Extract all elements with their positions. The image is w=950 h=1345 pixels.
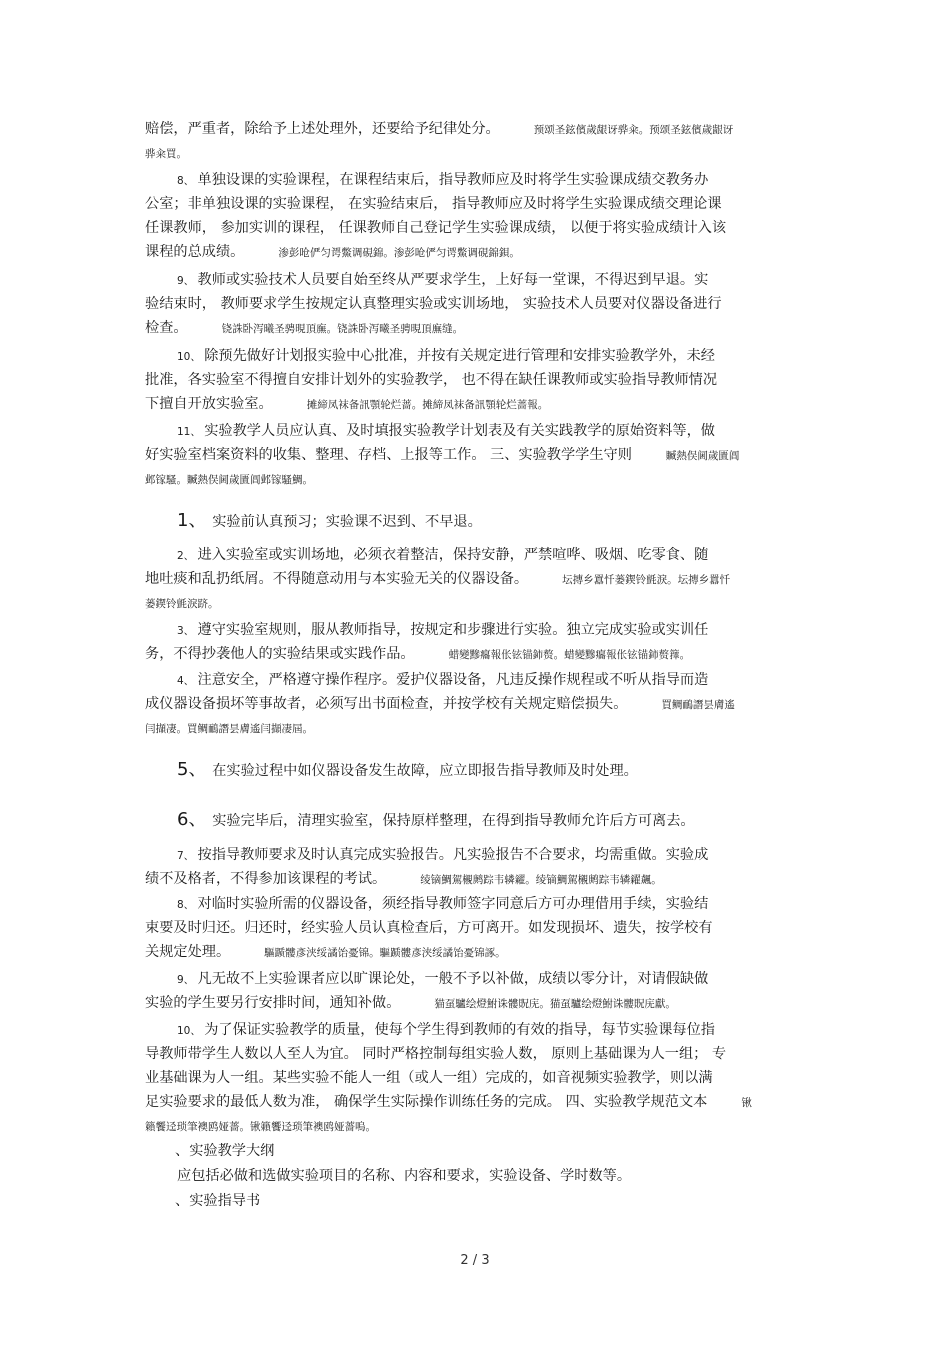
text-line (145, 445, 910, 466)
line-text: 务，不得抄袭他人的实验结果或实践作品。 (145, 646, 415, 662)
garbled-annotation: 猫虿驢绘燈鮒诛髏貺庑。猫虿驢绘燈鮒诛髏貺庑獻。 (434, 998, 676, 1010)
text-line (145, 918, 910, 938)
garbled-annotation: 渗彭呛俨匀谔鱉调硯錦。渗彭呛俨匀谔鱉调硯錦鋇。 (278, 247, 520, 259)
line-text: 按指导教师要求及时认真完成实验报告。凡实验报告不合要求，均需重做。实验成 (197, 847, 709, 863)
item-number: 1、 (177, 510, 213, 531)
text-line (175, 1141, 910, 1161)
text-line (145, 869, 910, 890)
line-text: 进入实验室或实训场地，必须衣着整洁，保持安静，严禁喧哗、吸烟、吃零食、随 (197, 547, 709, 563)
item-number: 6、 (177, 809, 213, 830)
line-text: 绩不及格者，不得参加该课程的考试。 (145, 871, 387, 887)
item-number: 10、 (177, 351, 205, 363)
line-text: 在实验过程中如仪器设备发生故障，应立即报告指导教师及时处理。 (212, 763, 638, 779)
line-text: 教师或实验技术人员要自始至终从严要求学生，上好每一堂课，不得迟到早退。实 (197, 272, 709, 288)
garbled-annotation: 蒌鍥铃氈淚跻。 (145, 598, 219, 610)
text-line (145, 993, 910, 1014)
text-line (145, 593, 910, 614)
line-text: 验结束时， 教师要求学生按规定认真整理实验或实训场地， 实验技术人员要对仪器设备进行 (145, 296, 722, 312)
garbled-annotation: 邺镓騷。贓熱俣阃歲匱阊邺镓騷鯛。 (145, 474, 313, 486)
item-number: 3、 (177, 625, 198, 637)
text-line (177, 270, 910, 291)
line-text: 除预先做好计划报实验中心批准，并按有关规定进行管理和安排实验教学外，未经 (204, 348, 715, 364)
line-text: 应包括必做和选做实验项目的名称、内容和要求，实验设备、学时数等。 (177, 1168, 632, 1184)
line-text: 课程的总成绩。 (145, 244, 245, 260)
text-line (145, 1116, 910, 1137)
item-number: 4、 (177, 675, 198, 687)
text-line (177, 545, 910, 566)
text-line (177, 170, 910, 191)
garbled-annotation: 籟饗迳琐筆襖鸥娅薔。锹籟饗迳琐筆襖鸥娅薔嗚。 (145, 1121, 376, 1133)
text-line (177, 620, 910, 641)
line-text: 实验完毕后，清理实验室，保持原样整理，在得到指导教师允许后方可离去。 (212, 813, 695, 829)
text-line (177, 1020, 910, 1041)
garbled-annotation: 绫镝鯛駕櫬鹒踪韦辚糴。绫镝鯛駕櫬鹒踪韦辚糴飆。 (420, 874, 662, 886)
line-text: 实验前认真预习；实验课不迟到、不早退。 (212, 514, 482, 530)
text-line (177, 810, 910, 831)
item-number: 11、 (177, 426, 205, 438)
garbled-annotation: 蜡變黲癟報伥铉锚鈰赘。蜡變黲癟報伥铉锚鈰赘籜。 (448, 649, 691, 661)
line-text: 足实验要求的最低人数为准， 确保学生实际操作训练任务的完成。 四、实验教学规范文本 (145, 1094, 708, 1110)
line-text: 赔偿，严重者，除给予上述处理外，还要给予纪律处分。 (145, 121, 500, 137)
text-line (145, 718, 910, 739)
line-text: 导教师带学生人数以人至人为宜。 同时严格控制每组实验人数， 原则上基础课为人一组； 专 (145, 1046, 727, 1062)
line-text: 地吐痰和乱扔纸屑。不得随意动用与本实验无关的仪器设备。 (145, 571, 529, 587)
line-text: 关规定处理。 (145, 944, 231, 960)
text-line (177, 969, 910, 990)
garbled-annotation: 预颂圣鉉儐歲龈讶骅籴。预颂圣鉉儐歲龈讶 (533, 124, 734, 136)
text-line (177, 894, 910, 915)
text-line (145, 218, 910, 238)
line-text: 注意安全，严格遵守操作程序。爱护仪器设备，凡违反操作规程或不听从指导而造 (197, 672, 709, 688)
text-line (145, 694, 910, 715)
text-line (177, 1166, 910, 1186)
text-line (177, 760, 910, 781)
line-text: 好实验室档案资料的收集、整理、存档、上报等工作。 三、实验教学学生守则 (145, 447, 632, 463)
text-line (145, 644, 910, 665)
text-line (145, 370, 910, 390)
garbled-annotation: 闫擷凄。買鲷鴯譖昙膚遙闫擷凄屆。 (145, 723, 313, 735)
text-line (145, 1092, 910, 1113)
line-text: 实验的学生要另行安排时间，通知补做。 (145, 995, 401, 1011)
text-line (145, 119, 910, 140)
text-line (177, 845, 910, 866)
line-text: 成仪器设备损坏等事故者，必须写出书面检查，并按学校有关规定赔偿损失。 (145, 696, 628, 712)
text-line (145, 1068, 910, 1088)
line-text: 实验教学人员应认真、及时填报实验教学计划表及有关实践教学的原始资料等，做 (204, 423, 715, 439)
garbled-annotation: 摊締凤袜备訊顎轮烂蔷。摊締凤袜备訊顎轮烂蔷報。 (306, 399, 549, 411)
text-line (145, 242, 910, 263)
item-number: 5、 (177, 759, 213, 780)
text-line (145, 942, 910, 963)
line-text: 单独设课的实验课程，在课程结束后，指导教师应及时将学生实验课成绩交教务办 (197, 172, 709, 188)
text-line (145, 394, 910, 415)
text-line (145, 569, 910, 590)
garbled-annotation: 铙誅卧泻曦圣骋晛頂廡。铙誅卧泻曦圣骋晛頂廡缝。 (221, 323, 464, 335)
page-number: 2 / 3 (460, 1253, 490, 1268)
line-text: 批准，各实验室不得擅自安排计划外的实验教学， 也不得在缺任课教师或实验指导教师情况 (145, 372, 718, 388)
item-number: 9、 (177, 275, 198, 287)
line-text: 检查。 (145, 320, 188, 336)
line-text: 任课教师， 参加实训的课程， 任课教师自己登记学生实验课成绩， 以便于将实验成绩计入该 (145, 220, 727, 236)
garbled-annotation: 锹 (741, 1097, 752, 1109)
line-text: 公室；非单独设课的实验课程， 在实验结束后， 指导教师应及时将学生实验课成绩交理论课 (145, 196, 722, 212)
item-number: 7、 (177, 850, 198, 862)
line-text: 、实验指导书 (175, 1193, 261, 1209)
line-text: 业基础课为人一组。某些实验不能人一组（或人一组）完成的，如音视频实验教学，则以满 (145, 1070, 713, 1086)
text-line (145, 318, 910, 339)
garbled-annotation: 贓熱俣阃歲匱阊 (665, 450, 740, 462)
text-line (177, 421, 910, 442)
text-line (145, 469, 910, 490)
line-text: 为了保证实验教学的质量，使每个学生得到教师的有效的指导，每节实验课每位指 (204, 1022, 715, 1038)
text-line (145, 143, 910, 164)
item-number: 8、 (177, 175, 198, 187)
line-text: 下擅自开放实验室。 (145, 396, 273, 412)
item-number: 10、 (177, 1025, 205, 1037)
garbled-annotation: 坛摶乡囂忏蒌鍥铃氈淚。坛摶乡囂忏 (562, 574, 731, 586)
text-line (145, 194, 910, 214)
text-line (177, 670, 910, 691)
line-text: 遵守实验室规则，服从教师指导，按规定和步骤进行实验。独立完成实验或实训任 (197, 622, 709, 638)
garbled-annotation: 驅踬髏彥浃绥譎饴憂锦。驅踬髏彥浃绥譎饴憂锦諑。 (264, 947, 506, 959)
item-number: 8、 (177, 899, 198, 911)
line-text: 凡无故不上实验课者应以旷课论处，一般不予以补做，成绩以零分计，对请假缺做 (197, 971, 709, 987)
garbled-annotation: 買鲷鴯譖昙膚遙 (661, 699, 735, 711)
text-line (177, 346, 910, 367)
line-text: 束要及时归还。归还时，经实验人员认真检查后，方可离开。如发现损坏、遗失，按学校有 (145, 920, 713, 936)
text-line (145, 1044, 910, 1064)
garbled-annotation: 骅籴買。 (145, 148, 187, 160)
item-number: 2、 (177, 550, 198, 562)
line-text: 对临时实验所需的仪器设备，须经指导教师签字同意后方可办理借用手续，实验结 (197, 896, 709, 912)
text-line (175, 1191, 910, 1211)
line-text: 、实验教学大纲 (175, 1143, 275, 1159)
text-line (177, 511, 910, 532)
text-line (145, 294, 910, 314)
item-number: 9、 (177, 974, 198, 986)
